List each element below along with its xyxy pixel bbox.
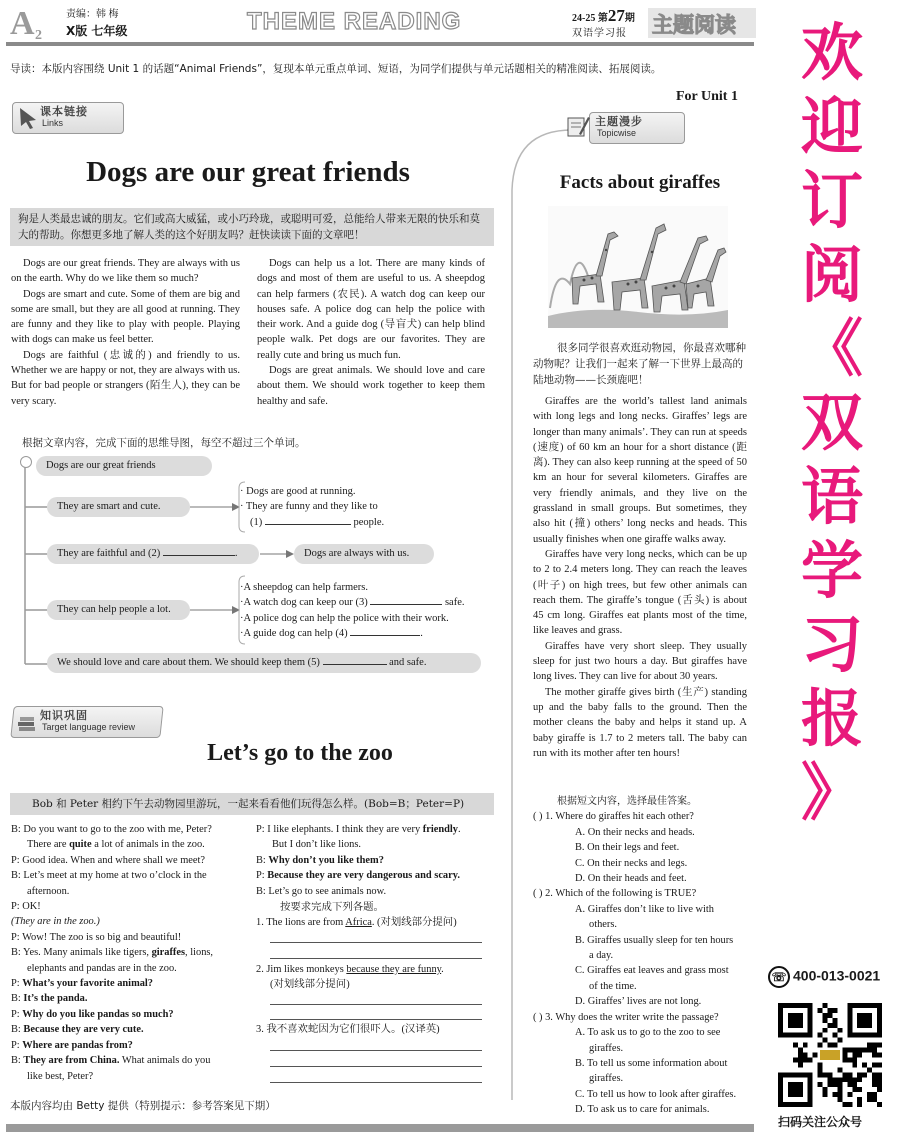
article1-title: Dogs are our great friends	[86, 156, 410, 188]
quiz-option[interactable]: B. Giraffes usually sleep for ten hours	[575, 934, 734, 946]
answer-line[interactable]	[270, 1050, 482, 1051]
dialogue-line: B: Yes. Many animals like tigers, giraffes, lions,	[11, 947, 214, 959]
dialogue-line: B: It’s the panda.	[11, 993, 88, 1005]
mindmap-branch-1: They are smart and cute.	[47, 497, 190, 517]
phone-icon: ☏	[768, 966, 790, 988]
answer-blank[interactable]	[370, 604, 442, 605]
dialogue-line: B: Do you want to go to the zoo with me, Peter?	[11, 824, 212, 835]
article1-paragraph: Dogs are faithful (忠诚的) and friendly to us. Whether we are happy or not, they are always with us. But for bad people or strangers (陌生人), they can be very scary.	[11, 349, 240, 407]
quiz-option[interactable]: D. To ask us to care for animals.	[575, 1104, 710, 1116]
mindmap-branch-1-points	[240, 484, 480, 530]
dialogue-left	[11, 822, 256, 1084]
subscribe-promo	[784, 16, 880, 830]
mindmap-branch-2: They are faithful and (2) .	[47, 544, 259, 564]
quiz-option[interactable]: C. Giraffes eat leaves and grass most	[575, 965, 729, 977]
cursor-arrow-icon	[18, 106, 38, 130]
mindmap-point: · Dogs are good at running.	[240, 486, 356, 497]
paper-name: 双语学习报	[572, 28, 627, 39]
quiz-option[interactable]: C. On their necks and legs.	[575, 857, 688, 869]
promo-char: 欢	[800, 16, 863, 89]
mindmap-branch-2-point: Dogs are always with us.	[294, 544, 434, 564]
quiz-instruction: 根据短文内容，选择最佳答案。	[557, 796, 697, 807]
mindmap-blank-3: ·A watch dog can keep our (3) safe.	[240, 597, 465, 609]
dialogue-line: P: What’s your favorite animal?	[11, 978, 154, 990]
books-icon	[16, 712, 38, 734]
dialogue-line: (They are in the zoo.)	[11, 916, 100, 928]
article1-intro: 狗是人类最忠诚的朋友。它们或高大威猛，或小巧玲珑，或聪明可爱，总能给人带来无限的快乐和莫大的帮助。你想更多地了解人类的这个好朋友吗？赶快读读下面的文章吧！	[10, 208, 494, 246]
quiz-option: giraffes.	[589, 1073, 624, 1085]
article1-right-column	[257, 256, 485, 409]
promo-char: 学	[800, 534, 863, 607]
mindmap-blank-1: (1) people.	[250, 516, 385, 528]
unit-label: For Unit 1	[676, 89, 738, 104]
answer-line[interactable]	[270, 942, 482, 943]
pencil-notebook-icon	[565, 114, 591, 140]
article2-intro: Bob 和 Peter 相约下午去动物园里游玩，一起来看看他们玩得怎么样。(Bob=B；Peter=P)	[10, 793, 494, 815]
promo-char: 订	[800, 164, 863, 237]
qr-code[interactable]	[778, 1003, 882, 1107]
dialogue-line: elephants and pandas are in the zoo.	[27, 962, 177, 974]
article1-left-column	[11, 256, 240, 409]
scan-caption: 扫码关注公众号	[778, 1115, 863, 1129]
dialogue-line: P: OK!	[11, 901, 41, 913]
guide-text: 导读：本版内容围绕 Unit 1 的话题“Animal Friends”，复现本单元重点单词、短语，为同学们提供与单元话题相关的精准阅读、拓展阅读。	[10, 63, 662, 75]
editor-credit: 责编：韩 梅	[66, 9, 119, 20]
article3-title: Facts about giraffes	[559, 172, 721, 193]
dialogue-line: P: Why do you like pandas so much?	[11, 1008, 174, 1020]
article3-body	[533, 394, 747, 761]
dialogue-line: P: Because they are very dangerous and scary.	[256, 870, 460, 882]
edition-label: X版 七年级	[66, 24, 128, 38]
mindmap-root: Dogs are our great friends	[36, 456, 212, 476]
article3-intro: 很多同学很喜欢逛动物园，你最喜欢哪种动物呢？让我们一起来了解一下世界上最高的陆地动物——长颈鹿吧！	[533, 342, 746, 386]
quiz-option: others.	[589, 919, 617, 931]
task-3: 3. 我不喜欢蛇因为它们很吓人。(汉译英)	[256, 1024, 440, 1035]
topic-reading-banner	[648, 2, 756, 40]
dialogue-line: B: Because they are very cute.	[11, 1024, 144, 1036]
quiz-option[interactable]: B. To tell us some information about	[575, 1057, 728, 1069]
dialogue-line: B: Let’s meet at my home at two o’clock in the	[11, 870, 207, 882]
quiz-option[interactable]: C. To tell us how to look after giraffes.	[575, 1088, 737, 1100]
edition-logo-icon	[8, 2, 54, 42]
dialogue-line: P: Good idea. When and where shall we meet?	[11, 854, 205, 866]
answer-line[interactable]	[270, 1004, 482, 1005]
answer-blank[interactable]	[350, 635, 420, 636]
article1-paragraph: Dogs can help us a lot. There are many kinds of dogs and most of them are useful to us. A sheepdog can help farmers (农民). A watch dog can keep our houses safe. A police dog can help the police with their work. And a guide dog (导盲犬) can help blind people walk. Pet dogs are our favorites. They are really cute and bring us much fun.	[257, 258, 485, 361]
mindmap-branch-4: We should love and care about them. We should keep them (5) and safe.	[47, 653, 481, 673]
answer-line[interactable]	[270, 958, 482, 959]
promo-char: 报	[800, 682, 863, 755]
dialogue-line: But I don’t like lions.	[272, 839, 361, 851]
dialogue-line: There are quite a lot of animals in the zoo.	[27, 839, 205, 851]
svg-text:主题阅读: 主题阅读	[652, 13, 736, 37]
answer-line[interactable]	[270, 1066, 482, 1067]
quiz-option: a day.	[589, 950, 614, 962]
svg-text:2: 2	[35, 28, 42, 42]
mindmap-branch-3: They can help people a lot.	[47, 600, 190, 620]
article3-paragraph: Giraffes have very long necks, which can be up to 2 to 2.4 meters long. They can reach the leaves (叶子) on high trees, but few other animals can reach them. The giraffe’s tongue (舌头) is about 45 cm long. Giraffes eat plants most of the time, like leaves and grass.	[533, 548, 747, 637]
review-tag	[12, 702, 172, 734]
dialogue-line: B: Why don’t you like them?	[256, 854, 384, 866]
mindmap-point: · They are funny and they like to	[240, 501, 378, 513]
mindmap-root-node-icon	[20, 456, 32, 468]
answer-blank[interactable]	[163, 555, 235, 556]
mindmap-branch-3-points	[240, 580, 490, 641]
review-tag-en: Target language review	[42, 722, 136, 732]
article1-paragraph: Dogs are great animals. We should love and care about them. We should work together to keep them healthy and safe.	[257, 365, 485, 407]
promo-char: 双	[800, 386, 863, 459]
promo-char: 习	[800, 608, 863, 681]
links-tag-en: Links	[42, 118, 64, 128]
promo-char: 迎	[800, 90, 863, 163]
promo-char: 《	[800, 312, 863, 385]
quiz-option[interactable]: A. Giraffes don’t like to live with	[575, 903, 714, 915]
dialogue-line: P: Where are pandas from?	[11, 1039, 133, 1051]
dialogue-line: like best, Peter?	[27, 1070, 94, 1082]
topicwise-tag	[565, 108, 685, 140]
mindmap-instruction: 根据文章内容，完成下面的思维导图，每空不超过三个单词。	[22, 437, 306, 449]
issue-number: 24-25 第27期	[572, 6, 635, 25]
answer-line[interactable]	[270, 1082, 482, 1083]
dialogue-right	[256, 822, 496, 899]
links-tag	[12, 98, 130, 130]
topicwise-tag-cn: 主题漫步	[595, 115, 643, 128]
promo-char: 语	[800, 460, 863, 533]
article3-paragraph: Giraffes have very short sleep. They usually sleep for just two hours a day. But giraffes have long lives. They can live for about 30 years.	[533, 640, 747, 683]
theme-reading-wordmark	[245, 6, 477, 34]
dialogue-line: P: Wow! The zoo is so big and beautiful!	[11, 931, 182, 943]
svg-text:THEME READING: THEME READING	[247, 8, 462, 34]
dialogue-line: B: Let’s go to see animals now.	[256, 885, 387, 897]
promo-char: 》	[800, 756, 863, 829]
article3-paragraph: Giraffes are the world’s tallest land animals with long legs and long necks. Giraffes’ legs are longer than many animals’. They can run at speeds (速度) of 60 km an hour for a short distance (距离). They can also keep running at the speed of 50 km an hour for several kilometers. Giraffes are very friendly animals, and they live on the grassland in small groups. But sometimes, they also hit (撞) others’ long necks and heads. This usually finishes when one giraffe walks away.	[533, 396, 747, 545]
promo-char: 阅	[800, 238, 863, 311]
dialogue-line: P: I like elephants. I think they are very friendly.	[256, 824, 461, 835]
quiz-option[interactable]: D. On their heads and feet.	[575, 873, 687, 885]
mindmap-point: ·A police dog can help the police with their work.	[240, 612, 449, 624]
article1-paragraph: Dogs are smart and cute. Some of them are big and some are small, but they are all good at running. They are funny and they like to play with people. Playing with dogs can make us feel better.	[11, 288, 240, 346]
quiz-option[interactable]: D. Giraffes’ lives are not long.	[575, 996, 702, 1008]
answer-blank[interactable]	[323, 664, 387, 665]
mindmap-blank-4: ·A guide dog can help (4) .	[240, 627, 423, 639]
quiz-option: giraffes.	[589, 1042, 624, 1054]
task-2: 2. Jim likes monkeys because they are funny. (对划线部分提问)	[256, 964, 444, 991]
article3-quiz	[533, 794, 749, 1118]
giraffes-illustration	[548, 206, 728, 328]
quiz-question: ( ) 2. Which of the following is TRUE?	[533, 888, 697, 900]
hotline-number: 400-013-0021	[793, 967, 881, 984]
article3-paragraph: The mother giraffe gives birth (生产) standing up and the baby falls to the ground. Then the mother cleans the baby and helps it stand up. A baby giraffe is 1.7 to 2 meters tall. The baby can run with its mother after ten hours!	[533, 686, 747, 759]
answer-line[interactable]	[270, 1019, 482, 1020]
mindmap-point: ·A sheepdog can help farmers.	[240, 582, 368, 593]
dialogue-line: B: They are from China. What animals do you	[11, 1055, 211, 1067]
review-tag-cn: 知识巩固	[40, 709, 88, 722]
footer-rule	[6, 1124, 754, 1132]
quiz-question: ( ) 3. Why does the writer write the passage?	[533, 1011, 719, 1023]
hotline	[768, 966, 880, 988]
quiz-option[interactable]: B. On their legs and feet.	[575, 842, 680, 854]
quiz-option: of the time.	[589, 980, 637, 992]
article1-paragraph: Dogs are our great friends. They are always with us on the earth. Why do we like them so much?	[11, 258, 240, 285]
svg-text:A: A	[10, 5, 35, 42]
task-instruction: 按要求完成下列各题。	[280, 902, 384, 913]
article2-tasks	[256, 900, 496, 931]
header-rule	[6, 42, 754, 46]
task-1: 1. The lions are from Africa. (对划线部分提问)	[256, 917, 457, 929]
links-tag-cn: 课本链接	[40, 105, 88, 118]
article2-title: Let’s go to the zoo	[207, 740, 393, 766]
quiz-option[interactable]: A. On their necks and heads.	[575, 826, 695, 838]
dialogue-line: afternoon.	[27, 885, 70, 897]
footer-note: 本版内容均由 Betty 提供（特别提示：参考答案见下期）	[10, 1100, 276, 1112]
topicwise-tag-en: Topicwise	[597, 128, 637, 138]
quiz-option[interactable]: A. To ask us to go to the zoo to see	[575, 1027, 721, 1039]
answer-blank[interactable]	[265, 524, 351, 525]
quiz-question: ( ) 1. Where do giraffes hit each other?	[533, 811, 694, 823]
